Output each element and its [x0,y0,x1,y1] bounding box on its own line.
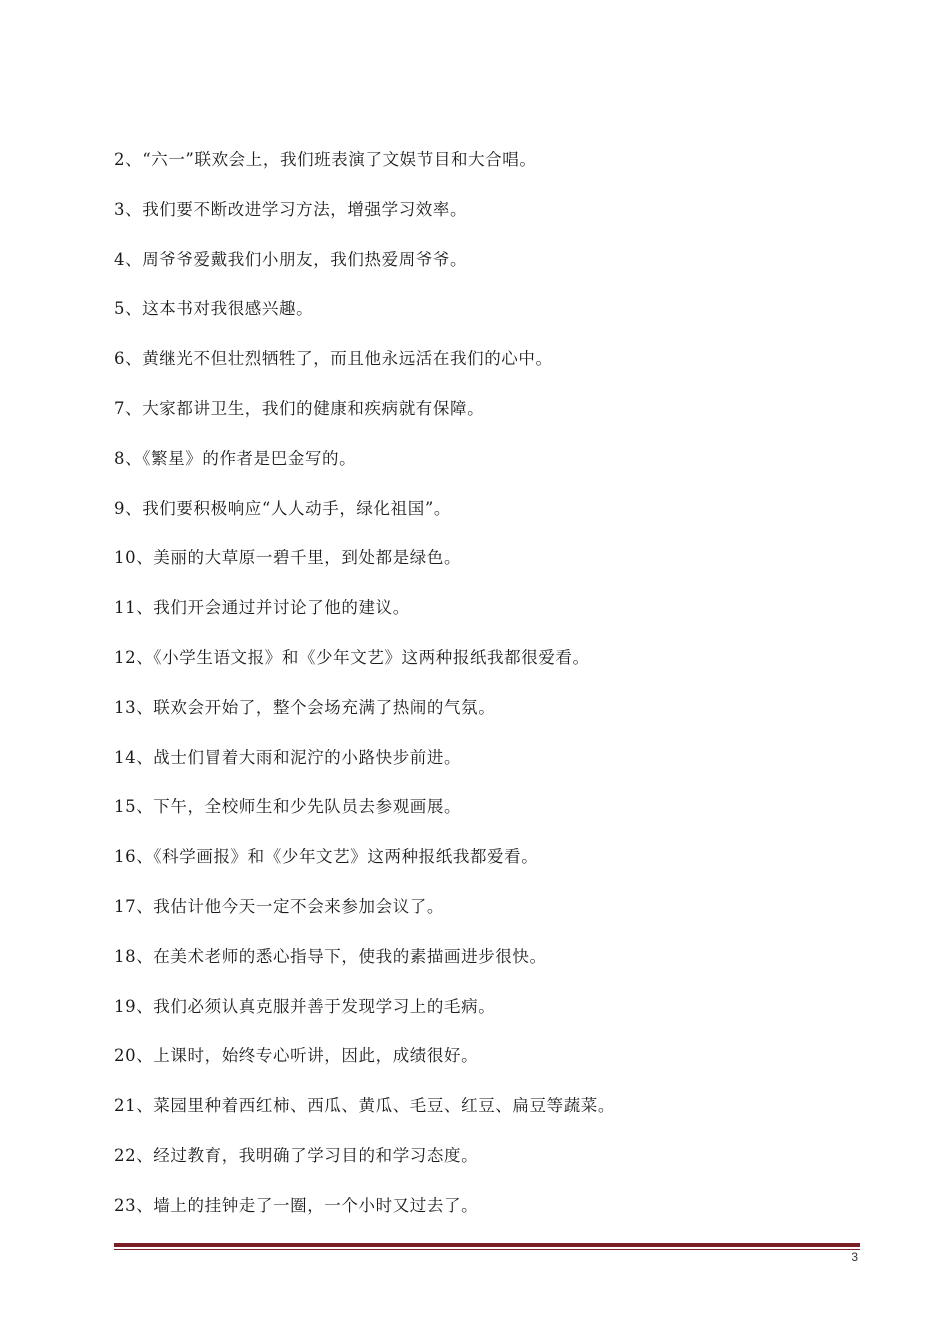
footer-rule-thin [114,1249,860,1250]
sentence-item: 8、《繁星》的作者是巴金写的。 [114,448,357,468]
sentence-item: 5、这本书对我很感兴趣。 [114,299,314,319]
sentence-item: 19、我们必须认真克服并善于发现学习上的毛病。 [114,996,496,1016]
sentence-item: 4、周爷爷爱戴我们小朋友，我们热爱周爷爷。 [114,249,468,269]
page-number: 3 [851,1250,858,1264]
sentence-item: 7、大家都讲卫生，我们的健康和疾病就有保障。 [114,398,485,418]
sentence-item: 22、经过教育，我明确了学习目的和学习态度。 [114,1145,479,1165]
footer-rule [114,1243,860,1247]
sentence-item: 17、我估计他今天一定不会来参加会议了。 [114,896,444,916]
sentence-item: 11、我们开会通过并讨论了他的建议。 [114,598,410,618]
sentence-item: 15、下午，全校师生和少先队员去参观画展。 [114,797,462,817]
sentence-item: 16、《科学画报》和《少年文艺》这两种报纸我都爱看。 [114,847,539,867]
sentence-list [114,143,854,1239]
sentence-item: 23、墙上的挂钟走了一圈，一个小时又过去了。 [114,1195,479,1215]
sentence-item: 6、黄继光不但壮烈牺牲了，而且他永远活在我们的心中。 [114,349,553,369]
sentence-item: 3、我们要不断改进学习方法，增强学习效率。 [114,199,468,219]
sentence-item: 10、美丽的大草原一碧千里，到处都是绿色。 [114,548,462,568]
sentence-item: 13、联欢会开始了，整个会场充满了热闹的气氛。 [114,697,496,717]
sentence-item: 12、《小学生语文报》和《少年文艺》这两种报纸我都很爱看。 [114,647,590,667]
sentence-item: 14、战士们冒着大雨和泥泞的小路快步前进。 [114,747,462,767]
sentence-item: 2、“六一”联欢会上，我们班表演了文娱节目和大合唱。 [114,150,537,169]
sentence-item: 21、菜园里种着西红柿、西瓜、黄瓜、毛豆、红豆、扁豆等蔬菜。 [114,1096,615,1116]
sentence-item: 20、上课时，始终专心听讲，因此，成绩很好。 [114,1046,479,1066]
sentence-item: 18、在美术老师的悉心指导下，使我的素描画进步很快。 [114,946,547,966]
sentence-item: 9、我们要积极响应“人人动手，绿化祖国”。 [114,498,451,518]
